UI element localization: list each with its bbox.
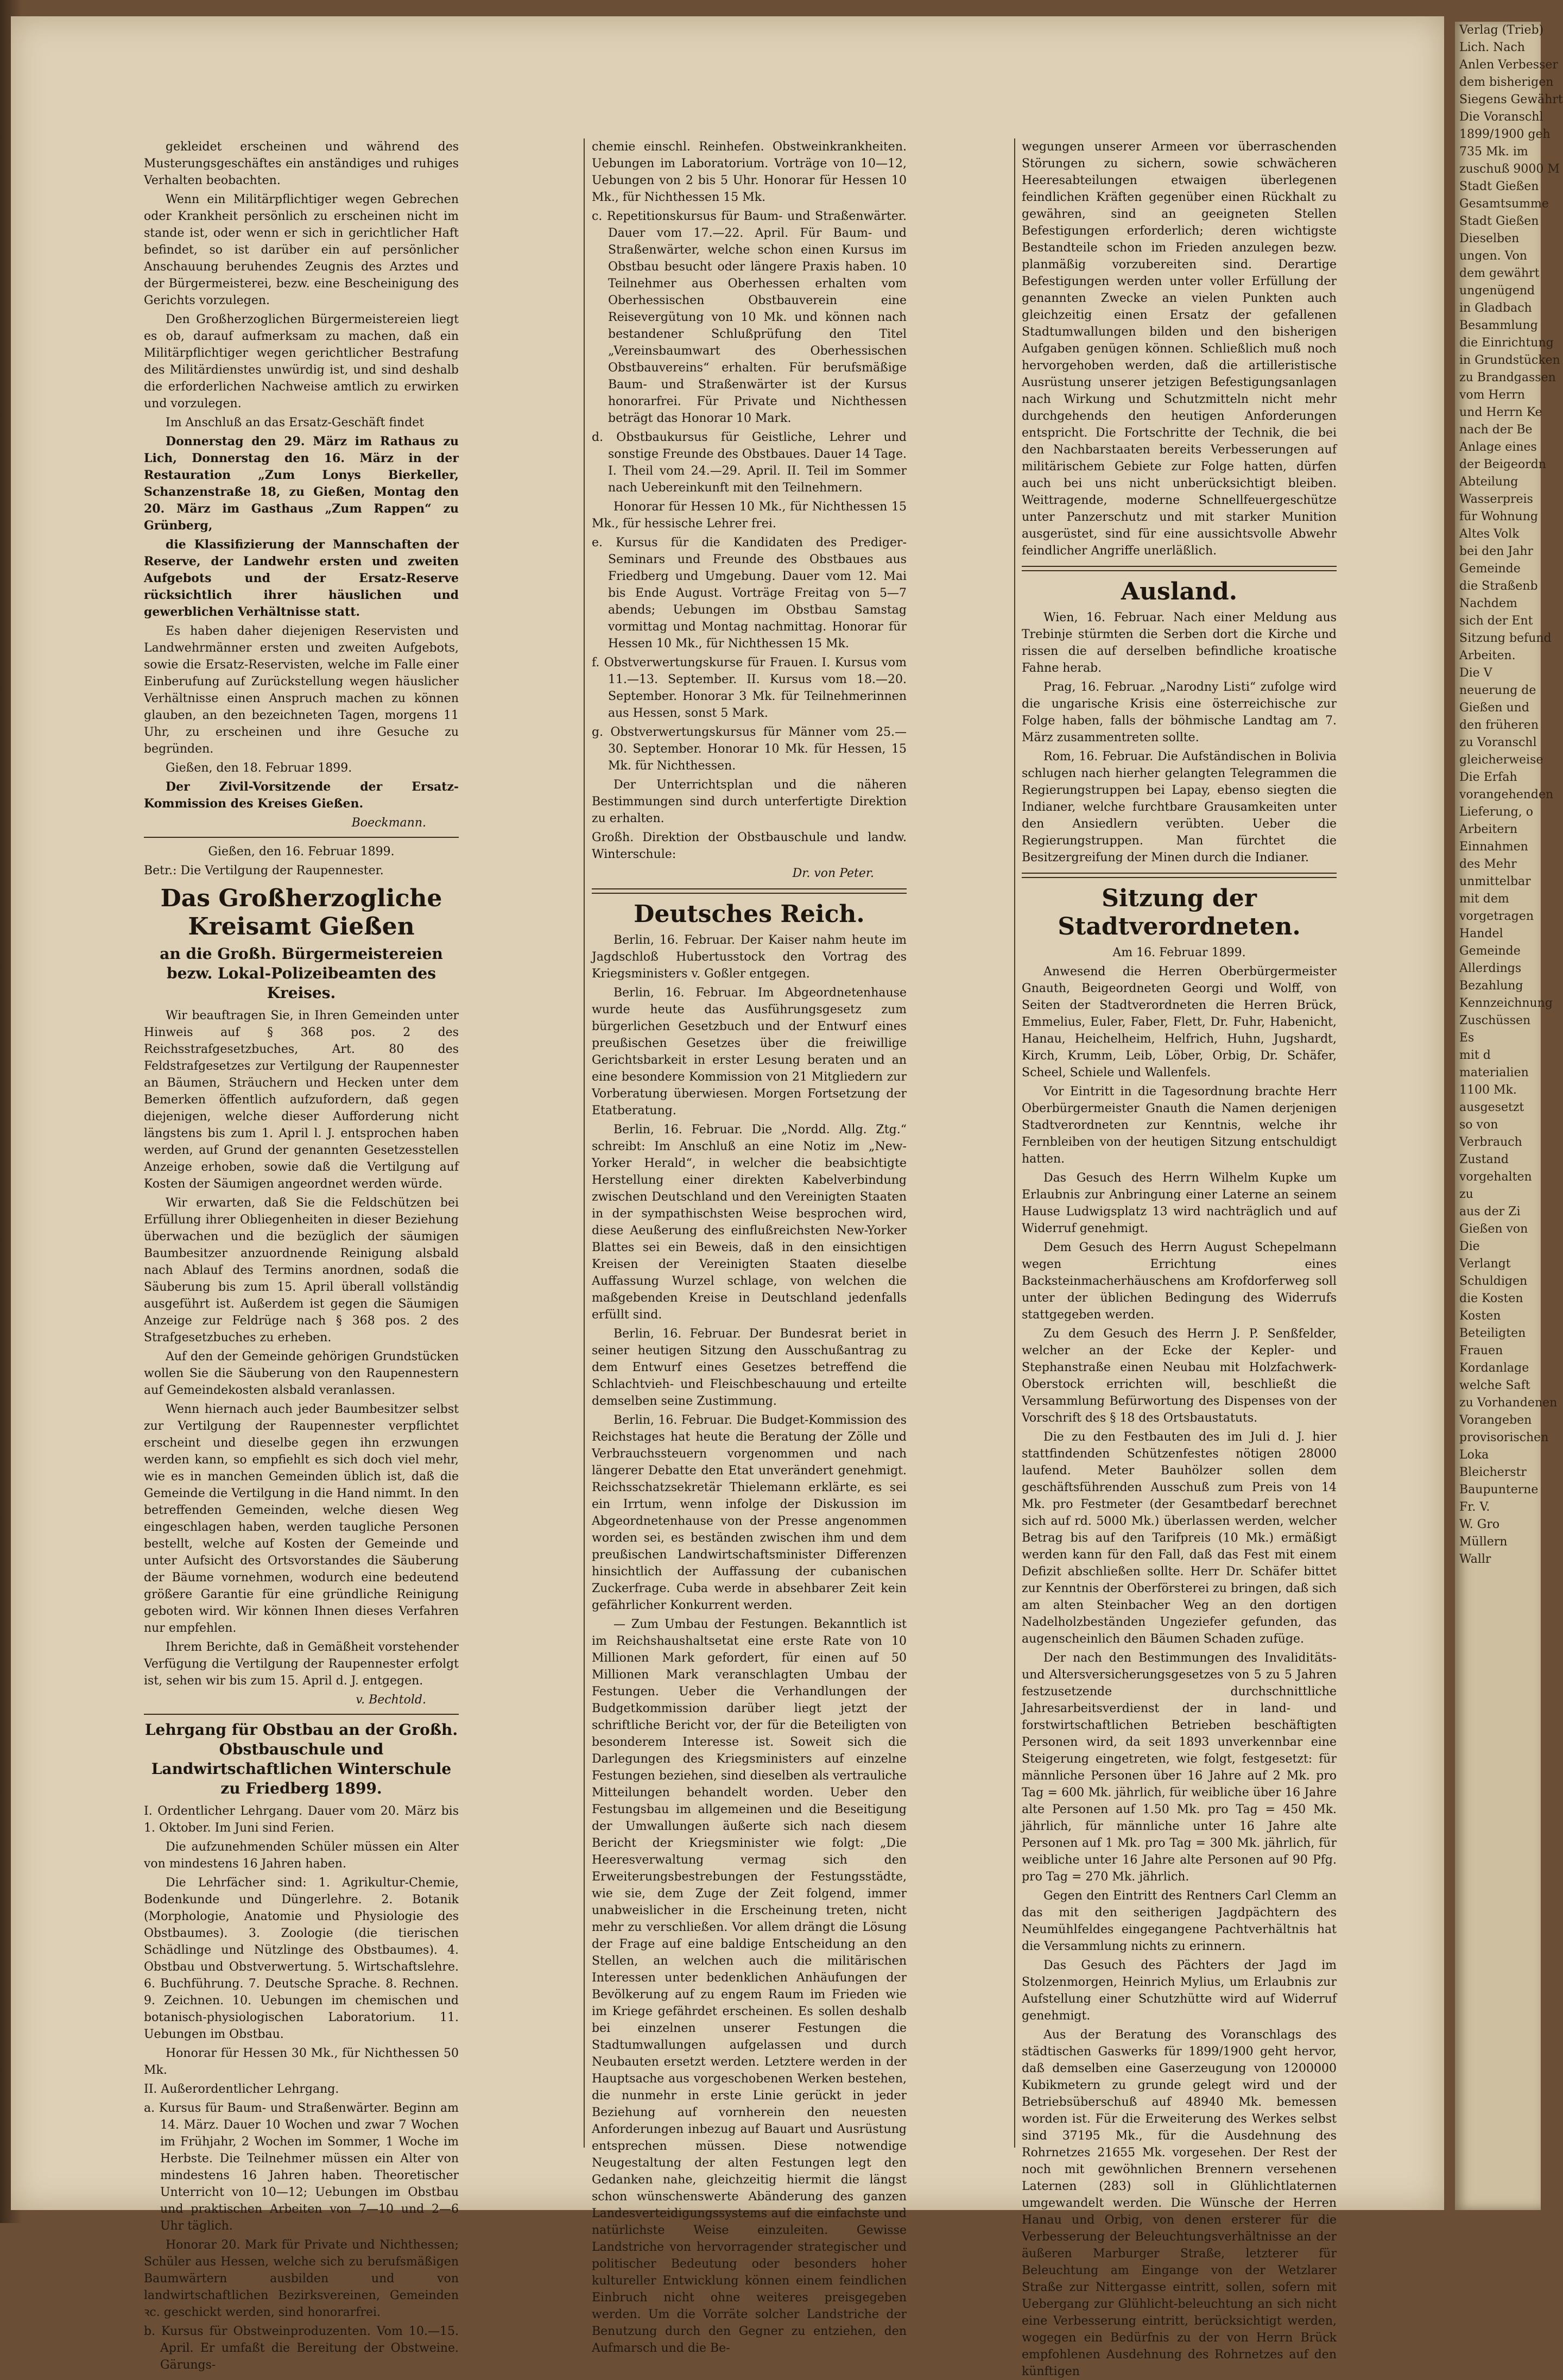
column-3 — [1022, 138, 1337, 2378]
adjacent-page-text: 1100 Mk. — [1459, 1083, 1517, 1097]
paragraph: Honorar für Hessen 10 Mk., für Nichthessen 15 Mk., für hessische Lehrer frei. — [592, 500, 907, 531]
paragraph: Rom, 16. Februar. Die Aufständischen in Bolivia schlugen nach hierher gelangten Telegrammen die Regierungstruppen bei Lapay, ebenso siegten die Indianer, welche furchtbare Grausamkeiten unter den Ansiedlern verübten. Ueber die Regierungstruppen. Man fürchtet die Besitzergreifung der Minen durch die Indianer. — [1022, 750, 1337, 864]
adjacent-page-text: neuerung de — [1459, 684, 1536, 697]
paragraph: Den Großherzoglichen Bürgermeistereien liegt es ob, darauf aufmerksam zu machen, daß ein Militärpflichtiger wegen gerichtlicher Bestrafung des Militärdienstes unwürdig ist, und sind deshalb die erforderlichen Nachweise amtlich zu erwirken und vorzulegen. — [144, 313, 459, 411]
paragraph: Aus der Beratung des Voranschlags des städtischen Gaswerks für 1899/1900 geht hervor, daß demselben eine Gaserzeugung von 1200000 Kubikmetern zu grunde gelegt wird und der Betriebsüberschuß auf 48940 Mk. bemessen worden ist. Für die Erweiterung des Werkes selbst sind 37195 Mk., für die Ausdehnung des Rohrnetzes 21655 Mk. vorgesehen. Der Rest der noch mit gewöhnlichen Brennern versehenen Laternen (283) soll in Glühlichtlaternen umgewandelt werden. Die Wünsche der Herren Hanau und Orbig, von denen ersterer für die Verbesserung der Beleuchtungsverhältnisse an der äußeren Marburger Straße, letzterer für Beleuchtung am Eingange von der Wetzlarer Straße zur Nittergasse eintritt, sollen, sofern mit Uebergang zur Glühlicht-beleuchtung an sich nicht eine Verbesserung eintritt, berücksichtigt werden, wogegen ein Bedürfnis zu der von Herrn Brück empfohlenen Ausdehnung des Rohrnetzes auf den künftigen — [1022, 2028, 1337, 2378]
adjacent-page-text: Beteiligten — [1459, 1327, 1526, 1340]
section-divider — [1022, 566, 1337, 571]
paragraph: Ihrem Berichte, daß in Gemäßheit vorstehender Verfügung die Vertilgung der Raupennester erfolgt ist, sehen wir bis zum 15. April d. J. entgegen. — [144, 1640, 459, 1688]
adjacent-page-text: Altes Volk — [1459, 527, 1520, 541]
adjacent-page-text: Bezahlung — [1459, 979, 1523, 993]
paragraph: Berlin, 16. Februar. Die „Nordd. Allg. Ztg.“ schreibt: Im Anschluß an eine Notiz im „New-Yorker Herald“, in welcher die beabsichtigte Herstellung einer direkten Kabelverbindung zwischen Deutschland und den Vereinigten Staaten in der sympathischsten Weise besprochen wird, diese Aeußerung des einflußreichsten New-Yorker Blattes sei ein Beweis, daß in den einsichtigen Kreisen der Vereinigten Staaten dieselbe Auffassung Wurzel schlage, von welchen die maßgebenden Kreise in Deutschland jedenfalls erfüllt sind. — [592, 1123, 907, 1322]
adjacent-page-text: Stadt Gießen — [1459, 214, 1539, 228]
list-item: b. Kursus für Obstweinproduzenten. Vom 10.—15. April. Er umfaßt die Bereitung der Obstweine. Gärungs- — [144, 2325, 459, 2372]
adjacent-page-text: vorgehalten — [1459, 1170, 1532, 1184]
adjacent-page-text: die Kosten — [1459, 1292, 1523, 1305]
adjacent-page-text: Arbeiten. — [1459, 649, 1516, 662]
signature-line: v. Bechtold. — [356, 1693, 426, 1707]
adjacent-page-text: Anlage eines — [1459, 440, 1537, 454]
adjacent-page-text: dem bisherigen — [1459, 75, 1554, 89]
paragraph: Betr.: Die Vertilgung der Raupennester. — [144, 864, 384, 877]
paragraph: Großh. Direktion der Obstbauschule und landw. Winterschule: — [592, 831, 907, 861]
adjacent-page-text: Besammlung — [1459, 319, 1538, 332]
sub-heading: an die Großh. Bürgermeistereien bezw. Lokal-Polizeibeamten des Kreises. — [160, 945, 443, 1002]
adjacent-page-text: 1899/1900 geh — [1459, 128, 1551, 141]
adjacent-page-text: der Beigeordn — [1459, 458, 1546, 471]
section-divider — [592, 888, 907, 894]
paragraph: Dem Gesuch des Herrn August Schepelmann wegen Errichtung eines Backsteinmacherhäuschens am Krofdorferweg soll unter der üblichen Bedingung des Widerrufs stattgegeben werden. — [1022, 1241, 1337, 1322]
paragraph: Die zu den Festbauten des im Juli d. J. hier stattfindenden Schützenfestes nötigen 28000 laufend. Meter Bauhölzer sollen dem geschäftsführenden Ausschuß zum Preis von 14 Mk. pro Festmeter (der Gesamtbedarf berechnet sich auf rd. 5000 Mk.) überlassen werden, welcher Betrag bis auf den Tarifpreis (10 Mk.) ermäßigt werden kann für den Fall, daß das Fest mit einem Defizit abschließen sollte. Herr Dr. Schäfer bittet zur Kenntnis der Oberförsterei zu bringen, daß sich am alten Steinbacher Weg an den dortigen Nadelholzbeständen Ungeziefer gefunden, das augenscheinlich den Bäumen Schaden zufüge. — [1022, 1430, 1337, 1646]
paragraph: Berlin, 16. Februar. Der Bundesrat beriet in seiner heutigen Sitzung den Ausschußantrag zu dem Entwurf eines Gesetzes betreffend die Schlachtvieh- und Fleischbeschauung und erteilte demselben seine Zustimmung. — [592, 1327, 907, 1408]
adjacent-page-text: Nachdem — [1459, 597, 1517, 610]
adjacent-page-text: Die — [1459, 1240, 1480, 1253]
adjacent-page-text: Gießen und — [1459, 701, 1529, 715]
adjacent-page-text: Schuldigen — [1459, 1274, 1528, 1288]
adjacent-page-text: Fr. V. — [1459, 1500, 1490, 1514]
adjacent-page-text: Wasserpreis — [1459, 493, 1533, 506]
list-item: f. Obstverwertungskurse für Frauen. I. Kursus vom 11.—13. September. II. Kursus vom 18.—20. September. Honorar 3 Mk. für Teilnehmerinnen aus Hessen, sonst 5 Mark. — [592, 656, 907, 720]
signature-line: Boeckmann. — [351, 816, 426, 830]
paragraph: Es haben daher diejenigen Reservisten und Landwehrmänner ersten und zweiten Aufgebots, sowie die Ersatz-Reservisten, welche im Falle einer Einberufung auf Zurückstellung wegen häuslicher Verhältnisse einen Anspruch machen zu können glauben, an den bezeichneten Tagen, morgens 11 Uhr, zu erscheinen und ihre Gesuche zu begründen. — [144, 624, 459, 756]
adjacent-page-text: Die V — [1459, 666, 1492, 680]
column-rule — [584, 138, 585, 2148]
adjacent-page-text: Einnahmen — [1459, 840, 1528, 854]
adjacent-page-text: zu Brandgassen — [1459, 371, 1556, 384]
paragraph: Wir erwarten, daß Sie die Feldschützen bei Erfüllung ihrer Obliegenheiten in dieser Beziehung überwachen und die bezüglich der säumigen Baumbesitzer anzuordnende Reinigung alsbald nach Ablauf des Termins anordnen, sodaß die Säuberung bis zum 15. April überall vollständig ausgeführt ist. Außerdem ist gegen die Säumigen Anzeige zur Feldrüge nach § 368 pos. 2 des Strafgesetzbuches zu erheben. — [144, 1196, 459, 1344]
adjacent-page-text: Verbrauch — [1459, 1135, 1522, 1149]
section-heading: Ausland. — [1121, 578, 1238, 605]
paragraph: Das Gesuch des Herrn Wilhelm Kupke um Erlaubnis zur Anbringung einer Laterne an seinem Hause Ludwigsplatz 13 wird nachträglich und auf Widerruf genehmigt. — [1022, 1171, 1337, 1235]
list-item: g. Obstverwertungskursus für Männer vom 25.—30. September. Honorar 10 Mk. für Hessen, 15 Mk. für Nichthessen. — [592, 725, 907, 773]
adjacent-page-text: die Straßenb — [1459, 579, 1538, 593]
adjacent-page-text: zu — [1459, 1188, 1473, 1201]
paragraph: Wien, 16. Februar. Nach einer Meldung aus Trebinje stürmten die Serben dort die Kirche und rissen die auf derselben befindliche kroatische Fahne herab. — [1022, 611, 1337, 675]
adjacent-page-text: Wallr — [1459, 1552, 1491, 1566]
adjacent-page-text: Allerdings — [1459, 962, 1522, 975]
divider — [144, 837, 459, 838]
adjacent-page-text: vorangehenden — [1459, 788, 1554, 801]
adjacent-page-text: materialien — [1459, 1066, 1529, 1079]
section-heading: Sitzung der Stadtverordneten. — [1058, 885, 1301, 940]
adjacent-page-text: Vorangeben — [1459, 1413, 1532, 1427]
signature-line: Dr. von Peter. — [792, 867, 874, 880]
adjacent-page-text: aus der Zi — [1459, 1205, 1521, 1219]
paragraph: Auf den der Gemeinde gehörigen Grundstücken wollen Sie die Säuberung von den Raupennestern auf Gemeindekosten alsbald veranlassen. — [144, 1350, 459, 1397]
sub-heading: Lehrgang für Obstbau an der Großh. Obstbauschule und Landwirtschaftlichen Winterschule zu Friedberg 1899. — [144, 1721, 458, 1797]
paragraph: Berlin, 16. Februar. Die Budget-Kommission des Reichstages hat heute die Beratung der Zölle und Verbrauchssteuern vorgenommen und nach längerer Debatte den Etat unverändert genehmigt. Reichsschatzsekretär Thielemann erklärte, es sei ein Irrtum, wenn infolge der Diskussion im Abgeordnetenhause von der Presse angenommen worden sei, es beständen zwischen ihm und dem preußischen Landwirtschaftsminister Differenzen hinsichtlich der Auffassung der cubanischen Zuckerfrage. Cuba werde in absehbarer Zeit kein gefährlicher Konkurrent werden. — [592, 1413, 907, 1612]
adjacent-page-text: Lieferung, o — [1459, 805, 1533, 819]
adjacent-page-text: Siegens Gewährt — [1459, 93, 1563, 106]
adjacent-page-text: Abteilung — [1459, 475, 1518, 489]
adjacent-page-text: W. Gro — [1459, 1518, 1500, 1531]
adjacent-page-text: bei den Jahr — [1459, 545, 1534, 558]
adjacent-page-text: mit d — [1459, 1049, 1491, 1062]
adjacent-page-text: unmittelbar — [1459, 875, 1531, 888]
list-item: e. Kursus für die Kandidaten des Prediger-Seminars und Freunde des Obstbaues aus Friedberg und Umgebung. Dauer vom 12. Mai bis Ende August. Vorträge Freitag von 5—7 abends; Uebungen im Obstbau Samstag vormittag und Montag nachmittag. Honorar für Hessen 10 Mk., für Nichthessen 15 Mk. — [592, 536, 907, 651]
column-2 — [592, 138, 907, 2355]
bold-paragraph: Donnerstag den 29. März im Rathaus zu Lich, Donnerstag den 16. März in der Restauration „Zum Lonys Bierkeller, Schanzenstraße 18, zu Gießen, Montag den 20. März im Gasthaus „Zum Rappen“ zu Grünberg, — [144, 434, 459, 533]
adjacent-page-text: Die Erfah — [1459, 771, 1517, 784]
paragraph: Die aufzunehmenden Schüler müssen ein Alter von mindestens 16 Jahren haben. — [144, 1840, 459, 1871]
adjacent-page-text: den früheren — [1459, 718, 1539, 732]
adjacent-page-text: Bleicherstr — [1459, 1466, 1527, 1479]
adjacent-page-text: für Wohnung — [1459, 510, 1538, 523]
paragraph: Zu dem Gesuch des Herrn J. P. Senßfelder, welcher an der Ecke der Kepler- und Stephanstraße einen Neubau mit Holzfachwerk-Oberstock errichten will, beschließt die Versammlung Befürwortung des Dispenses von der Vorschrift des § 18 des Ortsbaustatuts. — [1022, 1327, 1337, 1425]
adjacent-page-text: nach der Be — [1459, 423, 1533, 437]
paragraph: II. Außerordentlicher Lehrgang. — [144, 2082, 339, 2096]
adjacent-page-text: und Herrn Ke — [1459, 406, 1542, 419]
adjacent-page-text: ausgesetzt — [1459, 1101, 1524, 1114]
paragraph: Berlin, 16. Februar. Der Kaiser nahm heute im Jagdschloß Hubertusstock den Vortrag des Kriegsministers v. Goßler entgegen. — [592, 933, 907, 981]
adjacent-page-text: Zustand — [1459, 1153, 1509, 1166]
paragraph: — Zum Umbau der Festungen. Bekanntlich ist im Reichshaushaltsetat eine erste Rate von 10 Millionen Mark gefordert, für einen auf 50 Millionen Mark veranschlagten Umbau der Festungen. Ueber die Verhandlungen der Budgetkommission darüber liegt jetzt der schriftliche Bericht vor, der für die Beteiligten von besonderem Interesse ist. Soweit sich die Darlegungen des Kriegsministers auf einzelne Festungen beziehen, sind dieselben als vertrauliche Mitteilungen behandelt worden. Ueber den Festungsbau im allgemeinen und die Beseitigung der Umwallungen äußerte sich nach diesem Bericht der Kriegsminister wie folgt: „Die Heeresverwaltung vermag sich den Erweiterungsbestrebungen der Festungsstädte, wie sie, dem Zuge der Zeit folgend, immer unabweislicher in die Erscheinung treten, nicht mehr zu verschließen. Vor allem drängt die Lösung der Frage auf eine baldige Entscheidung an den Stellen, an welchen auch die militärischen Interessen unter bedenklichen Anhäufungen der Bevölkerung auf zu engem Raum im Frieden wie im Kriege gefährdet erscheinen. Es sollen deshalb bei einzelnen unserer Festungen die Stadtumwallungen aufgelassen und durch Neubauten ersetzt werden. Letztere werden in der Hauptsache aus vorgeschobenen Werken bestehen, die nunmehr in erste Linie gerückt in jeder Beziehung auf vornherein den neuesten Anforderungen inbezug auf Bauart und Ausrüstung entsprechen müssen. Diese notwendige Neugestaltung der alten Festungen legt den Gedanken nahe, gleichzeitig hiermit die längst schon wünschenswerte Abänderung des ganzen Landesverteidigungssystems auf die einfachste und natürlichste Weise einzuleiten. Gewisse Landstriche von hervorragender strategischer und politischer Bedeutung oder besonders hoher kultureller Entwicklung können einem feindlichen Einbruch nicht ohne weiteres preisgegeben werden. Um die Vorräte solcher Landstriche der Benutzung durch den Gegner zu entziehen, den Aufmarsch und die Be- — [592, 1618, 907, 2355]
adjacent-page-text: ungen. Von — [1459, 249, 1527, 263]
adjacent-page-text: Gemeinde — [1459, 944, 1521, 958]
adjacent-page-text: Dieselben — [1459, 232, 1520, 245]
adjacent-page-text: in Gladbach — [1459, 301, 1532, 315]
adjacent-page-text: Kordanlage — [1459, 1361, 1529, 1375]
adjacent-page-text: dem gewährt — [1459, 267, 1540, 280]
adjacent-page-text: Es — [1459, 1031, 1475, 1045]
adjacent-page-text: Arbeitern — [1459, 823, 1518, 836]
adjacent-page-text: Zuschüssen — [1459, 1014, 1531, 1027]
bold-paragraph: die Klassifizierung der Mannschaften der Reserve, der Landwehr ersten und zweiten Aufgebots und der Ersatz-Reserve rücksichtlich ihrer häuslichen und gewerblichen Verhältnisse statt. — [144, 538, 459, 619]
adjacent-page-text: zu Voranschl — [1459, 736, 1537, 749]
adjacent-page-edge — [1455, 22, 1563, 2210]
paragraph: Gießen, den 18. Februar 1899. — [166, 761, 352, 775]
adjacent-page-text: welche Saft — [1459, 1379, 1530, 1392]
adjacent-page-text: 735 Mk. im — [1459, 145, 1528, 159]
section-divider — [1022, 873, 1337, 878]
adjacent-page-text: zuschuß 9000 M — [1459, 162, 1560, 176]
adjacent-page-text: Gemeinde — [1459, 562, 1521, 576]
adjacent-page-text: Baupunterne — [1459, 1483, 1539, 1497]
paragraph: Berlin, 16. Februar. Im Abgeordnetenhause wurde heute das Ausführungsgesetz zum bürgerlichen Gesetzbuch und der Entwurf eines preußischen Gesetzes über die freiwillige Gerichtsbarkeit in erster Lesung beraten und an eine besondere Kommission von 21 Mitgliedern zur Vorberatung überwiesen. Morgen Fortsetzung der Etatberatung. — [592, 986, 907, 1118]
paragraph: Der nach den Bestimmungen des Invaliditäts- und Altersversicherungsgesetzes von 5 zu 5 Jahren festzusetzende durchschnittliche Jahresarbeitsverdienst der in land- und forstwirtschaftlichen Betrieben beschäftigten Personen wird, da seit 1893 unverkennbar eine Steigerung eingetreten, wie folgt, festgesetzt: für männliche Personen über 16 Jahre auf 2 Mk. pro Tag = 600 Mk. jährlich, für weibliche über 16 Jahre alte Personen auf 1.50 Mk. pro Tag = 450 Mk. jährlich, für männliche unter 16 Jahre alte Personen auf 1 Mk. pro Tag = 300 Mk. jährlich, für weibliche unter 16 Jahre alte Personen auf 90 Pfg. pro Tag = 270 Mk. jährlich. — [1022, 1651, 1337, 1884]
adjacent-page-text: Müllern — [1459, 1535, 1508, 1549]
paragraph: Im Anschluß an das Ersatz-Geschäft findet — [166, 416, 425, 430]
adjacent-page-text: Gesamtsumme — [1459, 197, 1549, 211]
adjacent-page-text: mit dem — [1459, 892, 1509, 906]
list-item: a. Kursus für Baum- und Straßenwärter. Beginn am 14. März. Dauer 10 Wochen und zwar 7 Wochen im Frühjahr, 2 Wochen im Sommer, 1 Woche im Herbste. Die Teilnehmer müssen ein Alter von mindestens 16 Jahren haben. Theoretischer Unterricht von 10—12; Uebungen im Obstbau und praktischen Arbeiten von 7—10 und 2—6 Uhr täglich. — [144, 2101, 459, 2233]
adjacent-page-text: Frauen — [1459, 1344, 1503, 1358]
adjacent-page-text: Handel — [1459, 927, 1503, 940]
bold-paragraph: Der Zivil-Vorsitzende der Ersatz-Kommission des Kreises Gießen. — [144, 780, 459, 811]
paragraph: wegungen unserer Armeen vor überraschenden Störungen zu sichern, sowie schwächeren Heeresabteilungen etwaigen überlegenen feindlichen Kräften gegenüber einen Rückhalt zu gewähren, sind an geeigneten Stellen Befestigungen erforderlich; deren wichtigste Bestandteile schon im Frieden anzulegen bezw. planmäßig vorzubereiten sind. Derartige Befestigungen werden unter voller Erfüllung der genannten Zwecke an vielen Punkten auch gleichzeitig einen Ersatz der gefallenen Stadtumwallungen bilden und den bisherigen Aufgaben genügen können. Schließlich muß noch hervorgehoben werden, daß die artilleristische Ausrüstung unserer jetzigen Befestigungsanlagen nach Wirkung und Schutzmitteln nicht mehr durchgehends den heutigen Anforderungen entspricht. Die Fortschritte der Technik, die bei den Nachbarstaaten bereits Verbesserungen auf militärischem Gebiete zur Folge hatten, dürfen auch bei uns nicht unberücksichtigt bleiben. Weittragende, moderne Schnellfeuergeschütze unter Panzerschutz und mit starker Munition ausgerüstet, sind für eine aussichtsvolle Abwehr feindlicher Angriffe unerläßlich. — [1022, 140, 1337, 558]
adjacent-page-text: Anlen Verbesser — [1459, 58, 1558, 72]
adjacent-page-text: Loka — [1459, 1448, 1489, 1462]
paragraph: Vor Eintritt in die Tagesordnung brachte Herr Oberbürgermeister Gnauth die Namen derjenigen Stadtverordneten zur Kenntnis, welche ihr Fernbleiben von der heutigen Sitzung entschuldigt hatten. — [1022, 1085, 1337, 1166]
adjacent-page-text: vom Herrn — [1459, 388, 1525, 402]
adjacent-page-text: Gießen von — [1459, 1222, 1528, 1236]
paragraph: Prag, 16. Februar. „Narodny Listi“ zufolge wird die ungarische Krisis eine österreichische zur Folge haben, falls der böhmische Landtag am 7. März zusammentreten sollte. — [1022, 680, 1337, 744]
adjacent-page-text: Verlag (Trieb) — [1459, 23, 1544, 37]
dateline: Gießen, den 16. Februar 1899. — [208, 845, 395, 858]
adjacent-page-text: Verlangt — [1459, 1257, 1511, 1271]
paragraph: Wir beauftragen Sie, in Ihren Gemeinden unter Hinweis auf § 368 pos. 2 des Reichsstrafgesetzbuches, Art. 80 des Feldstrafgesetzes zur Vertilgung der Raupennester an Bäumen, Sträuchern und Hecken unter dem Bemerken öffentlich aufzufordern, daß gegen diejenigen, welche dieser Aufforderung nicht längstens bis zum 1. April l. J. entsprochen haben werden, auf Grund der genannten Gesetzesstellen Anzeige erhoben, sowie daß die Vertilgung auf Kosten der Säumigen angeordnet werden würde. — [144, 1009, 459, 1191]
paragraph: Honorar 20. Mark für Private und Nichthessen; Schüler aus Hessen, welche sich zu berufsmäßigen Baumwärtern ausbilden und von landwirtschaftlichen Bezirksvereinen, Gemeinden ꝛc. geschickt werden, sind honorarfrei. — [144, 2238, 459, 2319]
adjacent-page-text: Die Voranschl — [1459, 110, 1543, 124]
column-1 — [144, 138, 459, 2372]
adjacent-page-text: zu Vorhandenen — [1459, 1396, 1558, 1410]
adjacent-page-text: vorgetragen — [1459, 910, 1534, 923]
paragraph: Wenn hiernach auch jeder Baumbesitzer selbst zur Vertilgung der Raupennester verpflichtet erscheint und dieselbe gegen ihn erzwungen werden kann, so empfiehlt es sich doch viel mehr, wie es in manchen Gemeinden üblich ist, daß die Gemeinde die Vertilgung in die Hand nimmt. In den betreffenden Gemeinden, welche diesen Weg eingeschlagen haben, werden taugliche Personen bestellt, welche auf Kosten der Gemeinde und unter Aufsicht des Ortsvorstandes die Säuberung der Bäume vornehmen, wodurch eine bedeutend größere Garantie für eine gründliche Reinigung geboten wird. Wir können Ihnen dieses Verfahren nur empfehlen. — [144, 1403, 459, 1635]
adjacent-page-text: ungenügend — [1459, 284, 1535, 298]
adjacent-page-text: in Grundstücken — [1459, 353, 1560, 367]
column-rule — [1014, 138, 1015, 2148]
paragraph: gekleidet erscheinen und während des Musterungsgeschäftes ein anständiges und ruhiges Verhalten beobachten. — [144, 140, 459, 187]
paragraph: Der Unterrichtsplan und die näheren Bestimmungen sind durch unterfertigte Direktion zu erhalten. — [592, 778, 907, 825]
list-item: c. Repetitionskursus für Baum- und Straßenwärter. Dauer vom 17.—22. April. Für Baum- und Straßenwärter, welche schon einen Kursus im Obstbau besucht oder längere Praxis haben. 10 Teilnehmer aus Oberhessen erhalten vom Oberhessischen Obstbauverein eine Reisevergütung von 10 Mk. und können nach bestandener Schlußprüfung den Titel „Vereinsbaumwart des Oberhessischen Obstbauvereins“ erhalten. Für berufsmäßige Baum- und Straßenwärter ist der Kursus honorarfrei. Für Private und Nichthessen beträgt das Honorar 10 Mark. — [592, 210, 907, 425]
adjacent-page-text: Stadt Gießen — [1459, 180, 1539, 193]
adjacent-page-text: Sitzung befund — [1459, 632, 1552, 645]
paragraph: Das Gesuch des Pächters der Jagd im Stolzenmorgen, Heinrich Mylius, um Erlaubnis zur Aufstellung einer Schutzhütte wird auf Widerruf genehmigt. — [1022, 1959, 1337, 2023]
paragraph: Anwesend die Herren Oberbürgermeister Gnauth, Beigeordneten Georgi und Wolff, von Seiten der Stadtverordneten die Herren Brück, Emmelius, Euler, Faber, Flett, Dr. Fuhr, Habenicht, Hanau, Heichelheim, Helfrich, Huhn, Jugshardt, Kirch, Krumm, Leib, Löber, Orbig, Dr. Schäfer, Scheel, Schiele und Wallenfels. — [1022, 965, 1337, 1079]
dateline: Am 16. Februar 1899. — [1112, 946, 1246, 959]
paragraph: Gegen den Eintritt des Rentners Carl Clemm an das mit den seitherigen Jagdpächtern des Neumühlfeldes eingegangene Pachtverhältnis hat die Versammlung nichts zu erinnern. — [1022, 1889, 1337, 1953]
adjacent-page-text: so von — [1459, 1118, 1498, 1132]
adjacent-page-text: Lich. Nach — [1459, 41, 1525, 54]
paragraph: Wenn ein Militärpflichtiger wegen Gebrechen oder Krankheit persönlich zu erscheinen nicht im stande ist, oder wenn er sich in gerichtlicher Haft befindet, so ist darüber ein auf persönlicher Anschauung beruhendes Zeugnis des Arztes und der Bürgermeisterei, bezw. eine Bescheinigung des Gerichts vorzulegen. — [144, 193, 459, 307]
adjacent-page-text: Kennzeichnung — [1459, 996, 1553, 1010]
adjacent-page-text: die Einrichtung — [1459, 336, 1554, 350]
paragraph: I. Ordentlicher Lehrgang. Dauer vom 20. März bis 1. Oktober. Im Juni sind Ferien. — [144, 1804, 459, 1835]
paragraph: Die Lehrfächer sind: 1. Agrikultur-Chemie, Bodenkunde und Düngerlehre. 2. Botanik (Morphologie, Anatomie und Physiologie des Obstbaumes). 3. Zoologie (die tierischen Schädlinge und Nützlinge des Obstbaumes). 4. Obstbau und Obstverwertung. 5. Wirtschaftslehre. 6. Buchführung. 7. Deutsche Sprache. 8. Rechnen. 9. Zeichnen. 10. Uebungen im chemischen und botanisch-physiologischen Laboratorium. 11. Uebungen im Obstbau. — [144, 1876, 459, 2041]
adjacent-page-text: provisorischen — [1459, 1431, 1549, 1444]
adjacent-page-text: des Mehr — [1459, 857, 1517, 871]
adjacent-page-text: sich der Ent — [1459, 614, 1533, 628]
section-heading: Deutsches Reich. — [634, 900, 865, 928]
divider — [144, 1714, 459, 1715]
paragraph: Honorar für Hessen 30 Mk., für Nichthessen 50 Mk. — [144, 2047, 459, 2077]
adjacent-page-text: Kosten — [1459, 1309, 1501, 1323]
list-item: d. Obstbaukursus für Geistliche, Lehrer und sonstige Freunde des Obstbaues. Dauer 14 Tage. I. Theil vom 24.—29. April. II. Teil im Sommer nach Uebereinkunft mit den Teilnehmern. — [592, 431, 907, 495]
adjacent-page-text: gleicherweise — [1459, 753, 1543, 767]
section-heading: Das Großherzogliche Kreisamt Gießen — [160, 885, 442, 940]
paragraph: chemie einschl. Reinhefen. Obstweinkrankheiten. Uebungen im Laboratorium. Vorträge von 10—12, Uebungen von 2 bis 5 Uhr. Honorar für Hessen 10 Mk., für Nichthessen 15 Mk. — [592, 140, 907, 204]
